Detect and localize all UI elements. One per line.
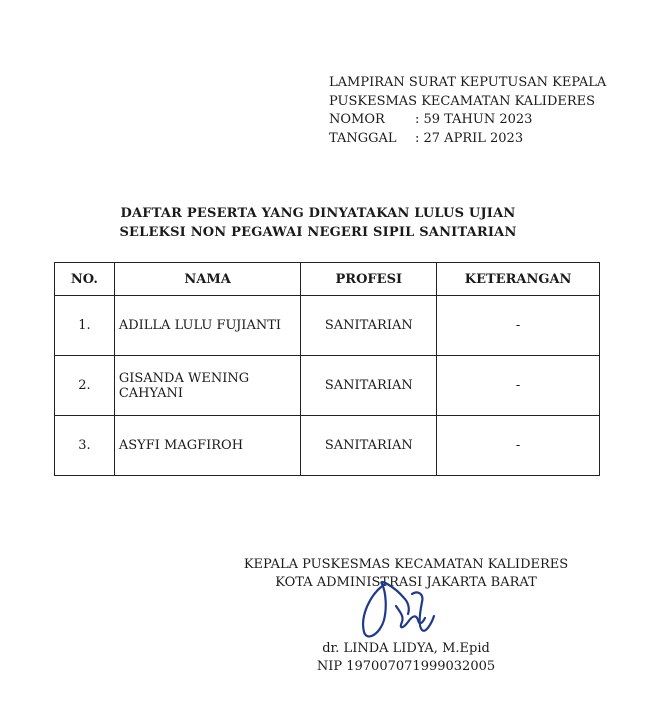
title-line-2: SELEKSI NON PEGAWAI NEGERI SIPIL SANITARIAN bbox=[119, 225, 517, 240]
row-profesi: SANITARIAN bbox=[301, 296, 437, 356]
row-keterangan: - bbox=[437, 356, 600, 416]
row-nama: GISANDA WENING CAHYANI bbox=[114, 356, 301, 416]
signatory-name: dr. LINDA LIDYA, M.Epid bbox=[322, 641, 490, 656]
header-keterangan: KETERANGAN bbox=[437, 263, 600, 296]
participants-table bbox=[54, 262, 600, 476]
table-row bbox=[55, 296, 600, 356]
nomor-value: : 59 TAHUN 2023 bbox=[415, 112, 533, 127]
header-no: NO. bbox=[55, 263, 115, 296]
title-line-1: DAFTAR PESERTA YANG DINYATAKAN LULUS UJIAN bbox=[120, 206, 516, 221]
table-row bbox=[55, 356, 600, 416]
handwritten-signature bbox=[352, 572, 447, 644]
signatory-nip: NIP 197007071999032005 bbox=[316, 659, 496, 674]
table-header-row bbox=[55, 263, 600, 296]
row-keterangan: - bbox=[437, 296, 600, 356]
header-nama: NAMA bbox=[114, 263, 301, 296]
signatory-details bbox=[270, 640, 542, 676]
attachment-line-1: LAMPIRAN SURAT KEPUTUSAN KEPALA bbox=[329, 75, 607, 90]
row-no: 3. bbox=[55, 416, 115, 476]
row-nama: ADILLA LULU FUJIANTI bbox=[114, 296, 301, 356]
row-no: 1. bbox=[55, 296, 115, 356]
document-title bbox=[0, 204, 636, 242]
row-nama: ASYFI MAGFIROH bbox=[114, 416, 301, 476]
signature-stroke bbox=[363, 582, 434, 637]
tanggal-label: TANGGAL bbox=[329, 130, 397, 146]
signatory-office: KEPALA PUSKESMAS KECAMATAN KALIDERES bbox=[243, 557, 569, 572]
row-profesi: SANITARIAN bbox=[301, 356, 437, 416]
row-keterangan: - bbox=[437, 416, 600, 476]
tanggal-row bbox=[329, 130, 606, 149]
header-profesi: PROFESI bbox=[301, 263, 437, 296]
attachment-line-2: PUSKESMAS KECAMATAN KALIDERES bbox=[329, 93, 596, 109]
nomor-row bbox=[329, 111, 606, 130]
tanggal-value: : 27 APRIL 2023 bbox=[415, 130, 524, 146]
row-profesi: SANITARIAN bbox=[301, 416, 437, 476]
nomor-label: NOMOR bbox=[329, 112, 385, 127]
attachment-header bbox=[329, 74, 606, 148]
row-no: 2. bbox=[55, 356, 115, 416]
table-row bbox=[55, 416, 600, 476]
signatory-region: KOTA ADMINISTRASI JAKARTA BARAT bbox=[275, 575, 537, 590]
